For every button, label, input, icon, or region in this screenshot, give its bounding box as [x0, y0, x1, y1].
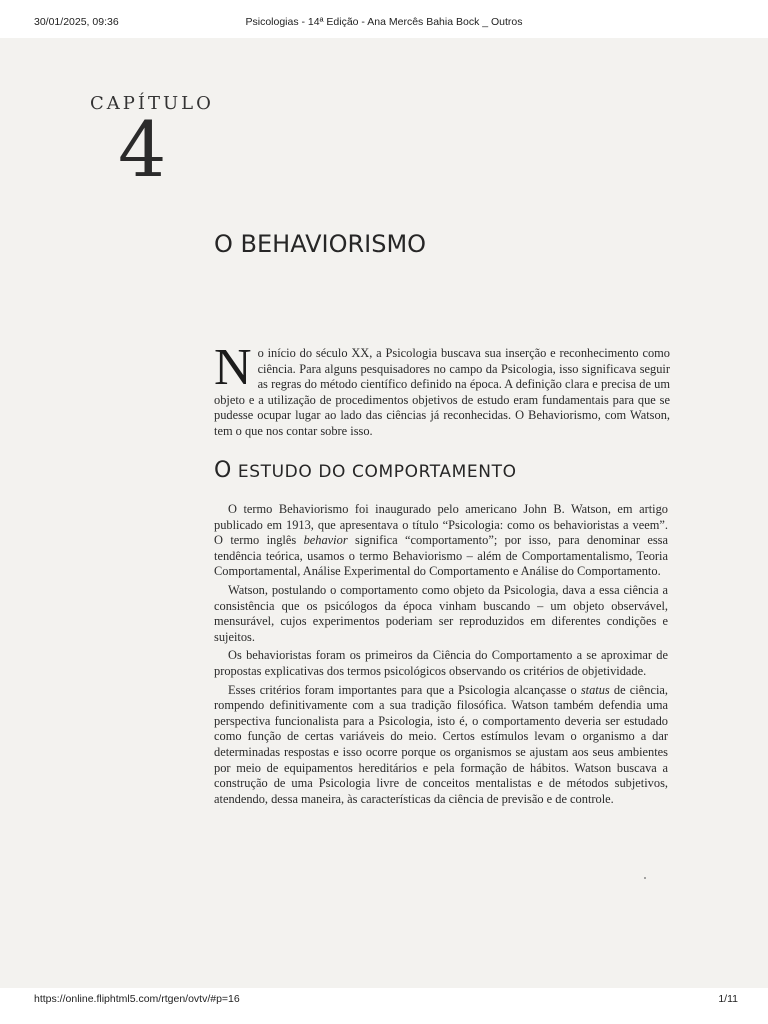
scan-speck	[644, 877, 646, 879]
section-heading-rest: ESTUDO DO COMPORTAMENTO	[231, 462, 517, 482]
print-datetime: 30/01/2025, 09:36	[34, 16, 119, 28]
print-url: https://online.fliphtml5.com/rtgen/ovtv/#p=16	[34, 993, 240, 1005]
print-footer	[0, 993, 768, 1009]
print-page-count: 1/11	[718, 993, 738, 1005]
print-header	[0, 16, 768, 32]
section-body	[214, 502, 668, 810]
body-paragraph-1	[214, 502, 668, 580]
section-heading-initial: O	[214, 458, 232, 483]
intro-text: o início do século XX, a Psicologia buscava sua inserção e reconhecimento como ciência. Para alguns pesquisadores no campo da Psicologia, isso significava seguir as regras do método científico definido na época. A definição clara e precisa de um objeto e a utilização de procedimentos objetivos de estudo eram fundamentais para que se pudesse ocupar lugar ao lado das ciências já reconhecidas. O Behaviorismo, com Watson, tem o que nos contar sobre isso.	[214, 346, 670, 438]
scanned-book-page	[0, 38, 768, 988]
body-paragraph-1-part-b: significa “comportamento”; por isso, para denominar essa tendência teórica, usamos o termo Behaviorismo – além de Comportamentalismo, Teoria Comportamental, Análise Experimental do Comportamento e Análise do Comportamento.	[214, 533, 668, 579]
chapter-title: O BEHAVIORISMO	[214, 230, 427, 258]
body-paragraph-4-part-a: Esses critérios foram importantes para que a Psicologia alcançasse o	[228, 682, 581, 697]
body-paragraph-4	[214, 683, 668, 808]
body-paragraph-1-emphasis: behavior	[303, 533, 348, 548]
body-paragraph-4-emphasis: status	[580, 682, 610, 697]
print-document-title: Psicologias - 14ª Edição - Ana Mercês Bahia Bock _ Outros	[245, 16, 523, 28]
body-paragraph-4-part-b: de ciência, rompendo definitivamente com a sua tradição filosófica. Watson também defendia uma perspectiva funcionalista para a Psicologia, isto é, o comportamento deveria ser estudado como função de certas variáveis do meio. Certos estímulos levam o organismo a dar determinadas respostas e isso ocorre porque os organismos se ajustam aos seus ambientes por meio de equipamentos hereditários e pela formação de hábitos. Watson buscava a construção de uma Psicologia livre de conceitos mentalistas e de métodos subjetivos, atendendo, dessa maneira, às características da ciência de previsão e de controle.	[214, 682, 668, 806]
section-heading	[214, 458, 517, 483]
chapter-number: 4	[118, 105, 167, 194]
body-paragraph-3: Os behavioristas foram os primeiros da Ciência do Comportamento a se aproximar de propostas explicativas dos termos psicológicos observando os critérios de objetividade.	[214, 648, 668, 678]
body-paragraph-1-part-a: O termo Behaviorismo foi inaugurado pelo americano John B. Watson, em artigo publicado em 1913, que apresentava o título “Psicologia: como os behavioristas a veem”. O termo inglês	[214, 502, 668, 548]
intro-paragraph	[214, 339, 670, 439]
drop-cap: N	[214, 339, 252, 396]
body-paragraph-2: Watson, postulando o comportamento como objeto da Psicologia, dava a essa ciência a consistência que os psicólogos da época vinham buscando – um objeto observável, mensurável, cujos experimentos poderiam ser reproduzidos em diferentes condições e sujeitos.	[214, 582, 668, 644]
chapter-label: CAPÍTULO	[90, 93, 214, 114]
